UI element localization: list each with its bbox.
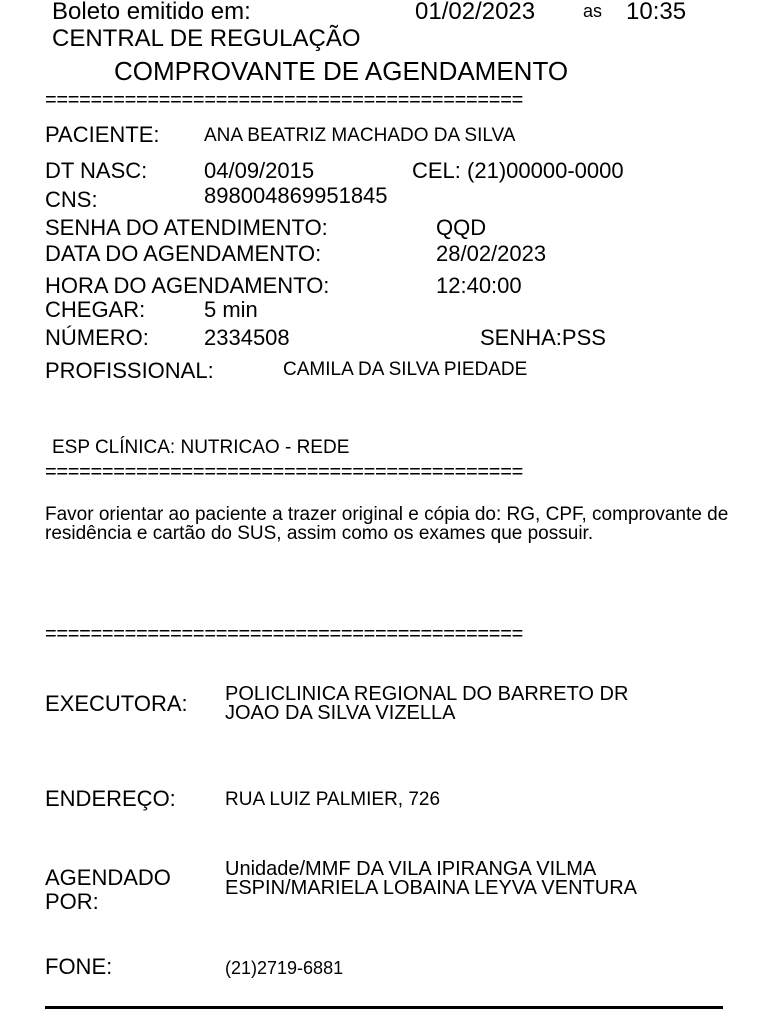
issued-time: 10:35 [626, 0, 687, 25]
patient-name: ANA BEATRIZ MACHADO DA SILVA [204, 125, 516, 146]
separator-lower: ========================================== [45, 623, 523, 645]
page-title: COMPROVANTE DE AGENDAMENTO [114, 56, 569, 86]
specialty: ESP CLÍNICA: NUTRICAO - REDE [52, 437, 350, 458]
professional-name: CAMILA DA SILVA PIEDADE [283, 359, 528, 380]
number-value: 2334508 [204, 325, 290, 350]
address-label: ENDEREÇO: [45, 786, 176, 811]
scheduled-by-label: AGENDADO POR: [45, 865, 171, 914]
senha-atendimento-label: SENHA DO ATENDIMENTO: [45, 215, 328, 240]
cns-label: CNS: [45, 187, 98, 212]
appointment-time-label: HORA DO AGENDAMENTO: [45, 273, 330, 298]
executor-label: EXECUTORA: [45, 691, 188, 716]
issued-label: Boleto emitido em: [52, 0, 251, 25]
scheduled-by-value: Unidade/MMF DA VILA IPIRANGA VILMA ESPIN/MARIELA LOBAINA LEYVA VENTURA [225, 858, 638, 899]
arrive-value: 5 min [204, 297, 258, 322]
cel-value: CEL: (21)00000-0000 [412, 158, 624, 183]
phone-label: FONE: [45, 954, 113, 979]
separator-top: ========================================== [45, 89, 523, 111]
dob-value: 04/09/2015 [204, 158, 315, 183]
instructions-text: Favor orientar ao paciente a trazer original e cópia do: RG, CPF, comprovante de residência e cartão do SUS, assim como os exames que possuir. [45, 504, 729, 544]
appointment-date-label: DATA DO AGENDAMENTO: [45, 241, 322, 266]
appointment-time-value: 12:40:00 [436, 273, 522, 298]
address-value: RUA LUIZ PALMIER, 726 [225, 789, 441, 810]
patient-name-label: PACIENTE: [45, 122, 160, 147]
professional-label: PROFISSIONAL: [45, 358, 214, 383]
dob-label: DT NASC: [45, 158, 148, 183]
senha-value: SENHA:PSS [480, 325, 606, 350]
issued-date: 01/02/2023 [415, 0, 536, 25]
appointment-date-value: 28/02/2023 [436, 241, 547, 266]
arrive-label: CHEGAR: [45, 297, 146, 322]
number-label: NÚMERO: [45, 325, 149, 350]
phone-value: (21)2719-6881 [225, 958, 344, 978]
cns-value: 898004869951845 [204, 183, 388, 208]
org-name: CENTRAL DE REGULAÇÃO [52, 25, 361, 52]
at-label: as [583, 1, 603, 21]
executor-value: POLICLINICA REGIONAL DO BARRETO DR JOAO DA SILVA VIZELLA [225, 683, 629, 724]
senha-atendimento-value: QQD [436, 215, 487, 240]
separator-middle: ========================================== [45, 461, 523, 483]
bottom-rule [45, 1006, 723, 1009]
